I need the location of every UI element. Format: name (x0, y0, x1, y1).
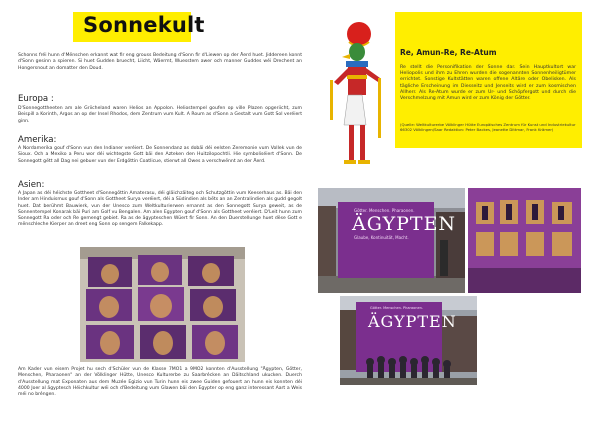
banner-tagline: Götter. Menschen. Pharaonen. (354, 208, 415, 213)
section-heading-america: Amerika: (18, 135, 57, 145)
outro-paragraph: Am Kader vun eisem Projet hu sech d'Schüler vun de Klasse 7MO1 a 9MO2 konnten d'Ausstellung "Ägypten, Götter, Menschen, Pharaonen" an der Völklinger Hütte, Unesco Kulturerbe zu Saarbrécken an Däitschland ukucken. Duerch d'Ausstellung mat Exponaten aus dem Muzée Egizio vun Turin hunn eis zwee Guiden gefouert an hunn eis konnten déi 4000 Joer al ägyptesch Héichkultur wéi och d'Bedeitung vum Glawen bäi den Egypter op eng ganz interessant Aart a Weis méi no bréngen. (18, 367, 302, 398)
section-heading-europe: Europa : (18, 94, 54, 104)
banner-subtitle: Glaube, Kontinuität, Macht. (354, 235, 409, 240)
ra-info-box (395, 12, 582, 148)
ra-title: Re, Amun-Re, Re-Atum (400, 48, 497, 57)
books-photo (80, 247, 245, 362)
page-title: Sonnekult (83, 13, 205, 37)
section-text-america: A Nordamerika gouf d'Sonn vun den Indianer veréiert. De Sonnendanz as dobäi déi eelsten Zeremonie vum Vollek vun de Sioux. Och a Mexiko a Peru wor déi wichtegste Gott bäi den Azteken den Huitzilopochtli. Hie symboliséiert d'Sonn. De Sonnegott gëtt all Dag nei gebuer vun der Erdgöttin Coatlicue, stierwt all Owes a verschwënnt an der Äerd. (18, 146, 302, 164)
intro-paragraph: Schonns fréi hunn d'Mënschen erkannt wat fir eng grouss Bedeitung d'Sonn fir d'Liewen op der Äerd huet. Jiddereen konnt d'Sonn gesinn a spieren. Si huet Gudden bruecht, Liicht, Wäermt, Wuesstem awer och manner Guddes wéi Drechent an Hongersnout an domatter den Doud. (18, 53, 302, 71)
section-text-asia: A Japan as déi héichste Gottheet d'Sonnegöttin Amaterasu, déi gläichzäiteg och Schutzgöttin vum Keeserhaus as. Bäi den Inder am Hinduismus gouf d'Sonn als Gottheet Surya veréiert, déi a Südindien als bëts an an Zentralindien als gudd gegolt huet. Dat berühmt Bauwierk, vun der Unesco zum Weltkulturierwen ernannt as den Sonnegott Surya geweit, as de Sonnentempel Konarak bäi Puri am Golf vu Bengalen. Am alen Egypten gouf d'Sonn als Gottheet veréiert. D'Leit hunn zum Sonnegott Ra oder och Re gemengt gebiet. Ra as de ägypteschen Wüert fir Sonn. An den Duerstellunge huet dëse Gott e mënschleche Kierper an dreet eng Sonn op sengem Falkekapp. (18, 191, 302, 228)
group-banner-tagline: Götter. Menschen. Pharaonen. (370, 306, 423, 310)
ra-text: Re stellt die Personifikation der Sonne dar. Sein Hauptkultort war Heliopolis und ihm zu Ehren wurden die sogenannten Sonnenheiligtümer errichtet. Sonstige Kultstätten waren offene Altäre oder Obelisken. Als tägliche Erscheinung im Diesseitz und Jenseits wird er zum kosmischen Allherr. Als Re-Atum wurde er zum Ur- und Schöpfergott und durch die Verschmelzung mit Amun wird er zum König der Götter. (400, 65, 576, 102)
exhibition-hall-photo (468, 188, 581, 293)
exhibition-building-photo (318, 188, 465, 293)
title-banner (73, 12, 205, 42)
group-photo (340, 296, 477, 385)
group-banner-title: ÄGYPTEN (368, 312, 457, 331)
section-heading-asia: Asien: (18, 180, 45, 190)
section-text-europe: D'Sonnegottheeten am ale Griicheland waren Helios an Appolon. Heliostempel goufen op ville Plazen opgeriicht, zum Beispill a Korinth, Argos an op der Insel Rhodos, dem Zentrum vum Kult. A Roum as d'Sonn a Gestalt vum Gott Sol veréiert ginn. (18, 106, 302, 124)
banner-title: ÄGYPTEN (352, 213, 457, 235)
ra-god-illustration (322, 20, 392, 172)
ra-source: (Quelle: Weltkulturerbe Völklinger Hütte Europäisches Zentrum für Kunst und Industriekultur 66302 Völklingen/Saar Redaktion: Peter Backes, Jeanette Dittmar, Frank Krämer) (400, 122, 576, 132)
